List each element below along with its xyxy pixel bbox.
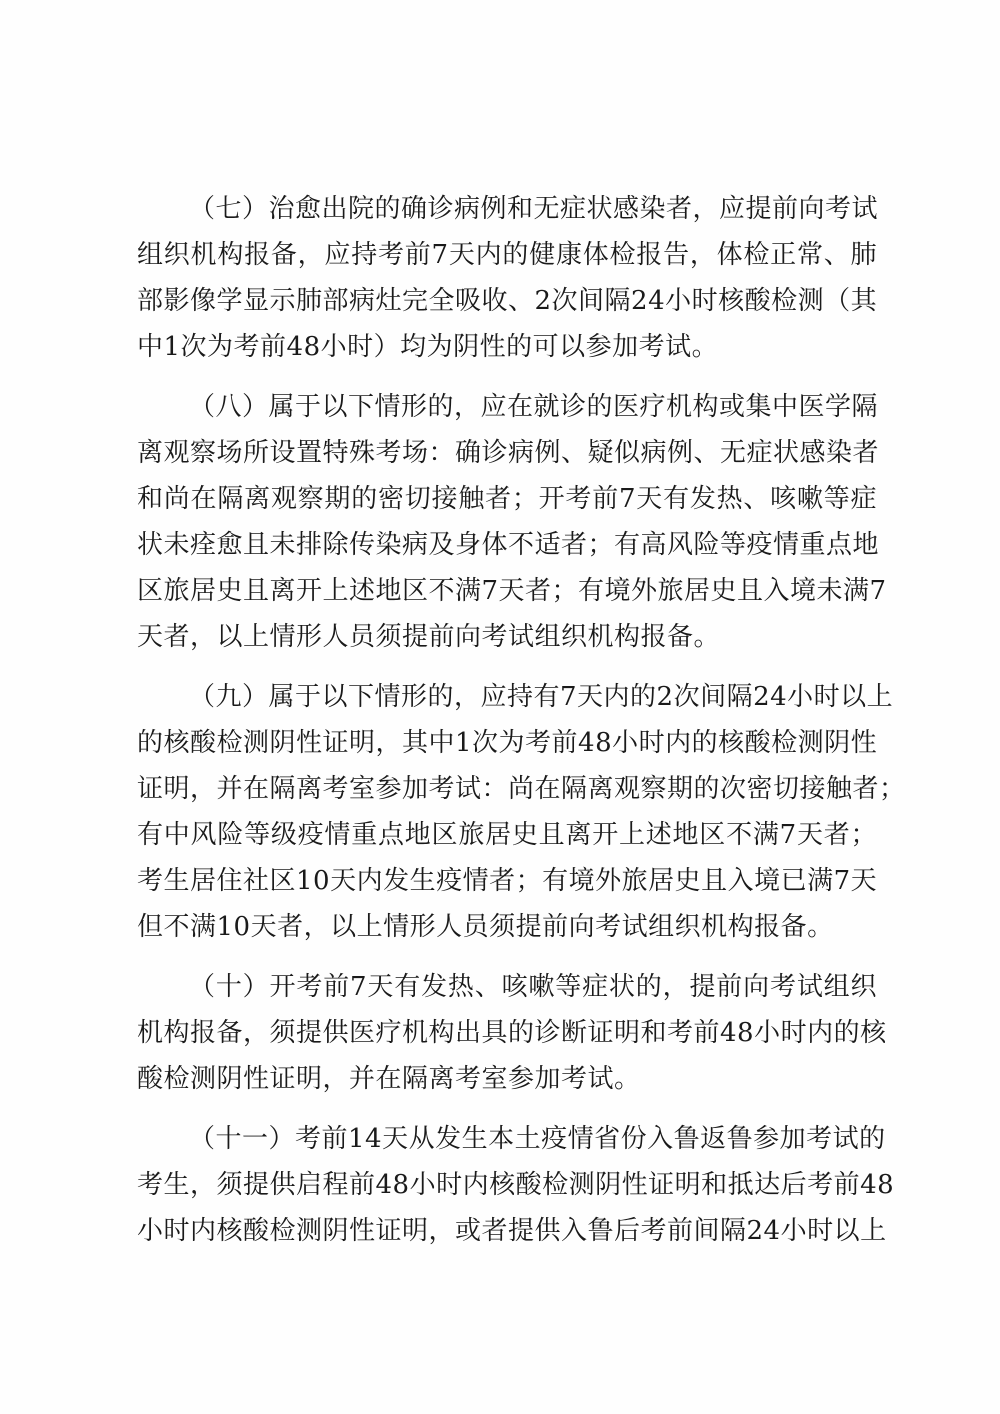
paragraph-line: 但不满10天者，以上情形人员须提前向考试组织机构报备。 [137, 912, 834, 942]
paragraph-line: （九）属于以下情形的，应持有7天内的2次间隔24小时以上 [189, 682, 894, 712]
paragraph-line: 机构报备，须提供医疗机构出具的诊断证明和考前48小时内的核 [137, 1018, 887, 1048]
paragraph-line: 考生居住社区10天内发生疫情者；有境外旅居史且入境已满7天 [137, 866, 878, 896]
paragraph-line: （十）开考前7天有发热、咳嗽等症状的，提前向考试组织 [189, 972, 877, 1002]
paragraph-line: 有中风险等级疫情重点地区旅居史且离开上述地区不满7天者； [137, 820, 877, 850]
paragraph-line: 天者，以上情形人员须提前向考试组织机构报备。 [137, 622, 721, 652]
paragraph-line: 小时内核酸检测阴性证明，或者提供入鲁后考前间隔24小时以上 [137, 1216, 887, 1246]
paragraph-9 [137, 674, 906, 950]
paragraph-line: （十一）考前14天从发生本土疫情省份入鲁返鲁参加考试的 [189, 1124, 886, 1154]
paragraph-line: 离观察场所设置特殊考场：确诊病例、疑似病例、无症状感染者 [137, 438, 880, 468]
paragraph-7 [137, 186, 877, 370]
paragraph-10 [137, 964, 887, 1102]
paragraph-8 [137, 384, 887, 660]
paragraph-11 [137, 1116, 895, 1254]
paragraph-line: 组织机构报备，应持考前7天内的健康体检报告，体检正常、肺 [137, 240, 877, 270]
paragraph-line: 状未痊愈且未排除传染病及身体不适者；有高风险等疫情重点地 [137, 530, 880, 560]
paragraph-line: 和尚在隔离观察期的密切接触者；开考前7天有发热、咳嗽等症 [137, 484, 877, 514]
paragraph-line: 酸检测阴性证明，并在隔离考室参加考试。 [137, 1064, 641, 1094]
paragraph-line: 的核酸检测阴性证明，其中1次为考前48小时内的核酸检测阴性 [137, 728, 878, 758]
document-body [137, 186, 906, 1254]
paragraph-line: 区旅居史且离开上述地区不满7天者；有境外旅居史且入境未满7 [137, 576, 887, 606]
paragraph-line: 部影像学显示肺部病灶完全吸收、2次间隔24小时核酸检测（其 [137, 286, 878, 316]
paragraph-line: 考生，须提供启程前48小时内核酸检测阴性证明和抵达后考前48 [137, 1170, 895, 1200]
paragraph-line: 中1次为考前48小时）均为阴性的可以参加考试。 [137, 332, 719, 362]
paragraph-line: （七）治愈出院的确诊病例和无症状感染者，应提前向考试 [189, 194, 879, 224]
paragraph-line: 证明，并在隔离考室参加考试：尚在隔离观察期的次密切接触者； [137, 774, 906, 804]
paragraph-line: （八）属于以下情形的，应在就诊的医疗机构或集中医学隔 [189, 392, 879, 422]
